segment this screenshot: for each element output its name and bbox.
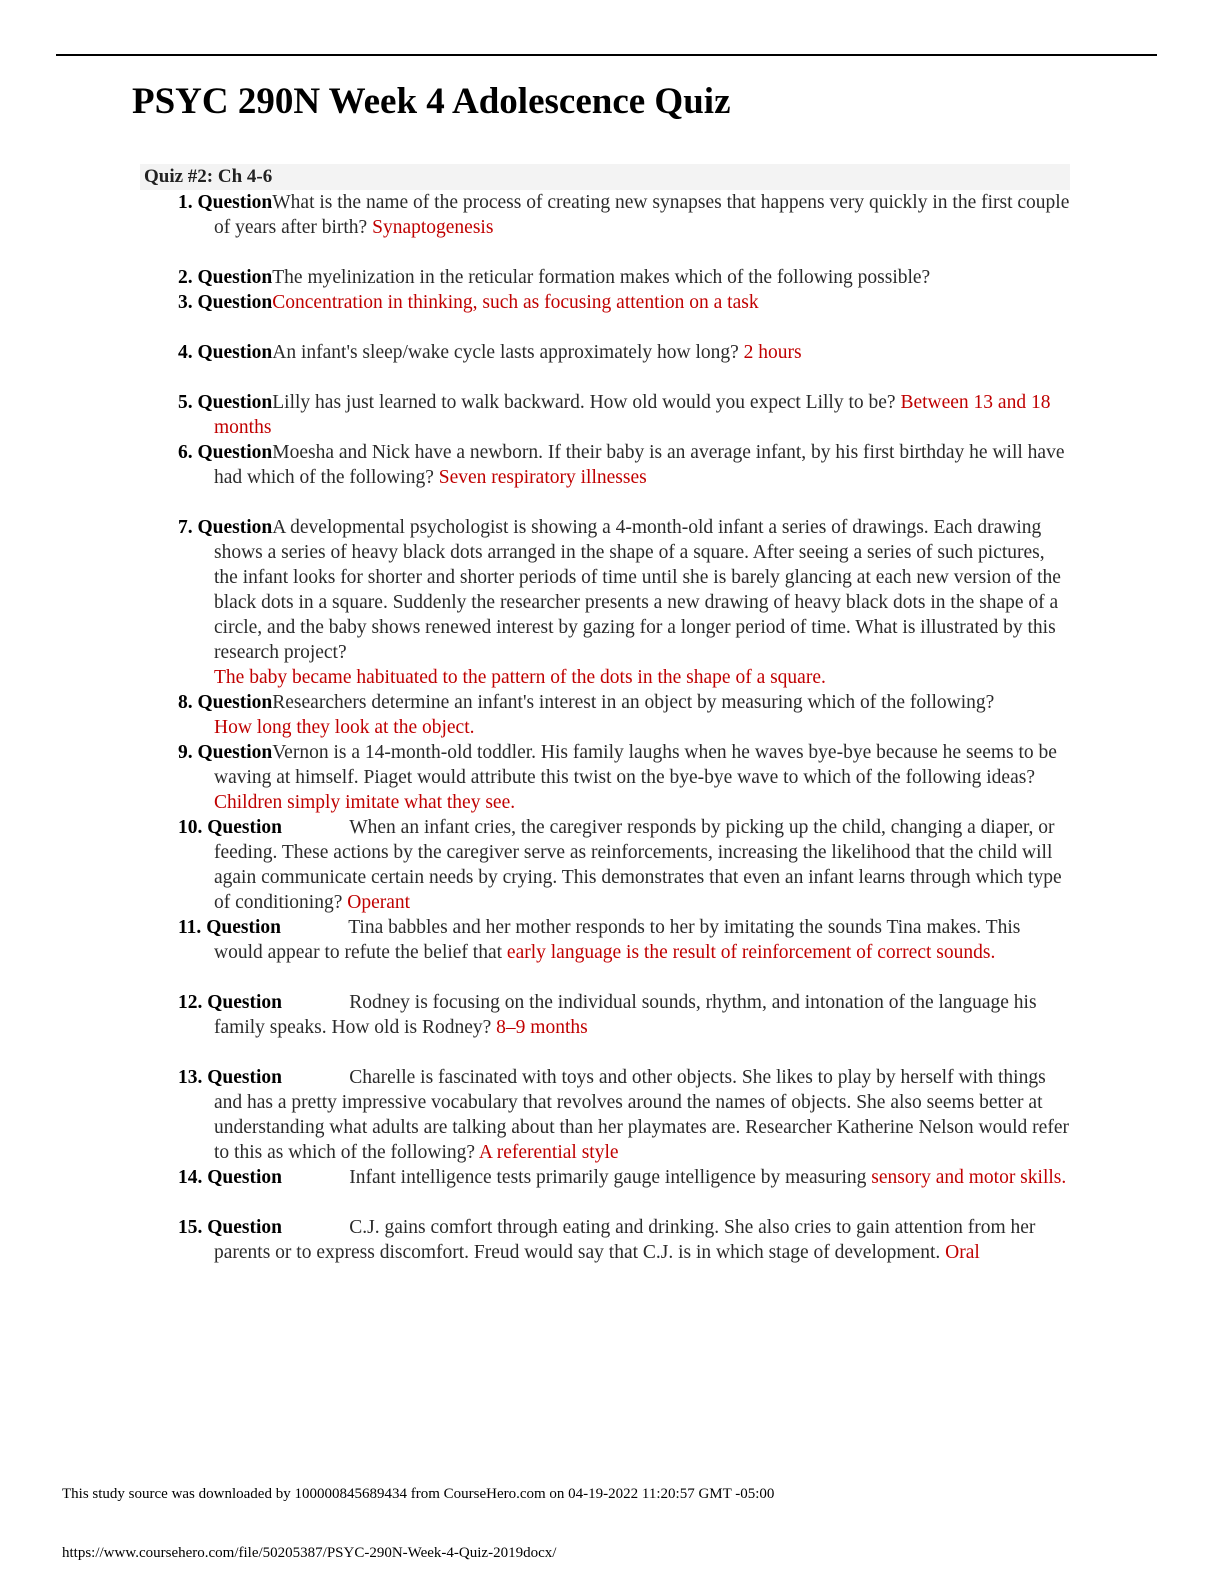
question-text: Rodney is focusing on the individual sounds, rhythm, and intonation of the language his family speaks. How old is Rodney? (214, 992, 1037, 1038)
question-number: 2. (178, 267, 193, 288)
question-number: 7. (178, 517, 193, 538)
question-label: Question (197, 342, 273, 363)
question-text: C.J. gains comfort through eating and drinking. She also cries to gain attention from her parents or to express discomfort. Freud would say that C.J. is in which stage of development. (214, 1217, 1036, 1263)
question-number: 3. (178, 292, 193, 313)
question-text: Charelle is fascinated with toys and other objects. She likes to play by herself with things and has a pretty impressive vocabulary that revolves around the names of objects. She also seems better at understanding what adults are talking about than her playmates are. Researcher Katherine Nelson would refer to this as which of the following? (214, 1067, 1069, 1163)
question-text: Infant intelligence tests primarily gauge intelligence by measuring (349, 1167, 872, 1188)
question-text: Moesha and Nick have a newborn. If their baby is an average infant, by his first birthday he will have had which of the following? (214, 442, 1065, 488)
question-label: Question (207, 1217, 283, 1238)
answer-text: Children simply imitate what they see. (214, 792, 516, 813)
question-item (178, 265, 1070, 290)
answer-text: Seven respiratory illnesses (438, 467, 647, 488)
answer-text: A referential style (478, 1142, 619, 1163)
answer-text: sensory and motor skills. (871, 1167, 1067, 1188)
question-number: 6. (178, 442, 193, 463)
question-label: Question (207, 1067, 283, 1088)
answer-text: Between 13 and 18 months (214, 392, 1051, 438)
page-title: PSYC 290N Week 4 Adolescence Quiz (132, 81, 731, 122)
question-number: 14. (178, 1167, 203, 1188)
question-number: 12. (178, 992, 203, 1013)
question-label: Question (197, 692, 273, 713)
answer-text: 2 hours (743, 342, 802, 363)
answer-text: Concentration in thinking, such as focusing attention on a task (272, 292, 759, 313)
download-note: This study source was downloaded by 100000845689434 from CourseHero.com on 04-19-2022 11:20:57 GMT -05:00 (62, 1486, 775, 1502)
answer-text: Operant (347, 892, 411, 913)
question-item (178, 815, 1070, 915)
question-item (178, 690, 1070, 740)
question-number: 13. (178, 1067, 203, 1088)
question-item (178, 740, 1070, 815)
question-text: An infant's sleep/wake cycle lasts approximately how long? (272, 342, 744, 363)
question-item (178, 290, 1070, 315)
question-label: Question (197, 392, 273, 413)
question-label: Question (197, 517, 273, 538)
question-item (178, 1165, 1070, 1190)
question-text: The myelinization in the reticular formation makes which of the following possible? (272, 267, 931, 288)
question-item (178, 390, 1070, 440)
question-label: Question (207, 992, 283, 1013)
quiz-heading-band (140, 164, 1070, 190)
question-label: Question (207, 817, 283, 838)
question-number: 9. (178, 742, 193, 763)
question-label: Question (197, 192, 273, 213)
question-number: 10. (178, 817, 203, 838)
question-item (178, 990, 1070, 1040)
answer-text: The baby became habituated to the pattern of the dots in the shape of a square. (214, 667, 826, 688)
question-text: Lilly has just learned to walk backward. How old would you expect Lilly to be? (272, 392, 901, 413)
question-text: Vernon is a 14-month-old toddler. His family laughs when he waves bye-bye because he seems to be waving at himself. Piaget would attribute this twist on the bye-bye wave to which of the following ideas? (214, 742, 1057, 788)
question-label: Question (197, 267, 273, 288)
answer-text: Synaptogenesis (372, 217, 494, 238)
top-rule (56, 54, 1157, 56)
answer-text: How long they look at the object. (214, 717, 475, 738)
question-item (178, 1215, 1070, 1265)
question-number: 15. (178, 1217, 203, 1238)
question-label: Question (197, 742, 273, 763)
question-number: 1. (178, 192, 193, 213)
answer-text: early language is the result of reinforcement of correct sounds. (506, 942, 996, 963)
answer-text: 8–9 months (496, 1017, 588, 1038)
question-item (178, 915, 1070, 965)
question-text: What is the name of the process of creating new synapses that happens very quickly in the first couple of years after birth? (214, 192, 1070, 238)
question-item (178, 190, 1070, 240)
question-list (178, 190, 1070, 1265)
question-label: Question (206, 917, 281, 938)
question-label: Question (197, 292, 273, 313)
answer-text: Oral (945, 1242, 980, 1263)
question-label: Question (197, 442, 273, 463)
question-text: Tina babbles and her mother responds to her by imitating the sounds Tina makes. This would appear to refute the belief that (214, 917, 1021, 963)
quiz-heading: Quiz #2: Ch 4-6 (144, 166, 273, 187)
question-number: 4. (178, 342, 193, 363)
question-label: Question (207, 1167, 283, 1188)
question-item (178, 515, 1070, 690)
source-url[interactable]: https://www.coursehero.com/file/50205387/PSYC-290N-Week-4-Quiz-2019docx/ (62, 1545, 557, 1561)
question-text: Researchers determine an infant's interest in an object by measuring which of the following? (272, 692, 995, 713)
question-item (178, 1065, 1070, 1165)
question-number: 11. (178, 917, 202, 938)
question-number: 8. (178, 692, 193, 713)
question-text: When an infant cries, the caregiver responds by picking up the child, changing a diaper, or feeding. These actions by the caregiver serve as reinforcements, increasing the likelihood that the child will again communicate certain needs by crying. This demonstrates that even an infant learns through which type of conditioning? (214, 817, 1062, 913)
question-text: A developmental psychologist is showing a 4-month-old infant a series of drawings. Each drawing shows a series of heavy black dots arranged in the shape of a square. After seeing a series of such pictures, the infant looks for shorter and shorter periods of time until she is barely glancing at each new version of the black dots in a square. Suddenly the researcher presents a new drawing of heavy black dots in the shape of a circle, and the baby shows renewed interest by gazing for a longer period of time. What is illustrated by this research project? (214, 517, 1061, 663)
question-number: 5. (178, 392, 193, 413)
question-item (178, 340, 1070, 365)
question-item (178, 440, 1070, 490)
